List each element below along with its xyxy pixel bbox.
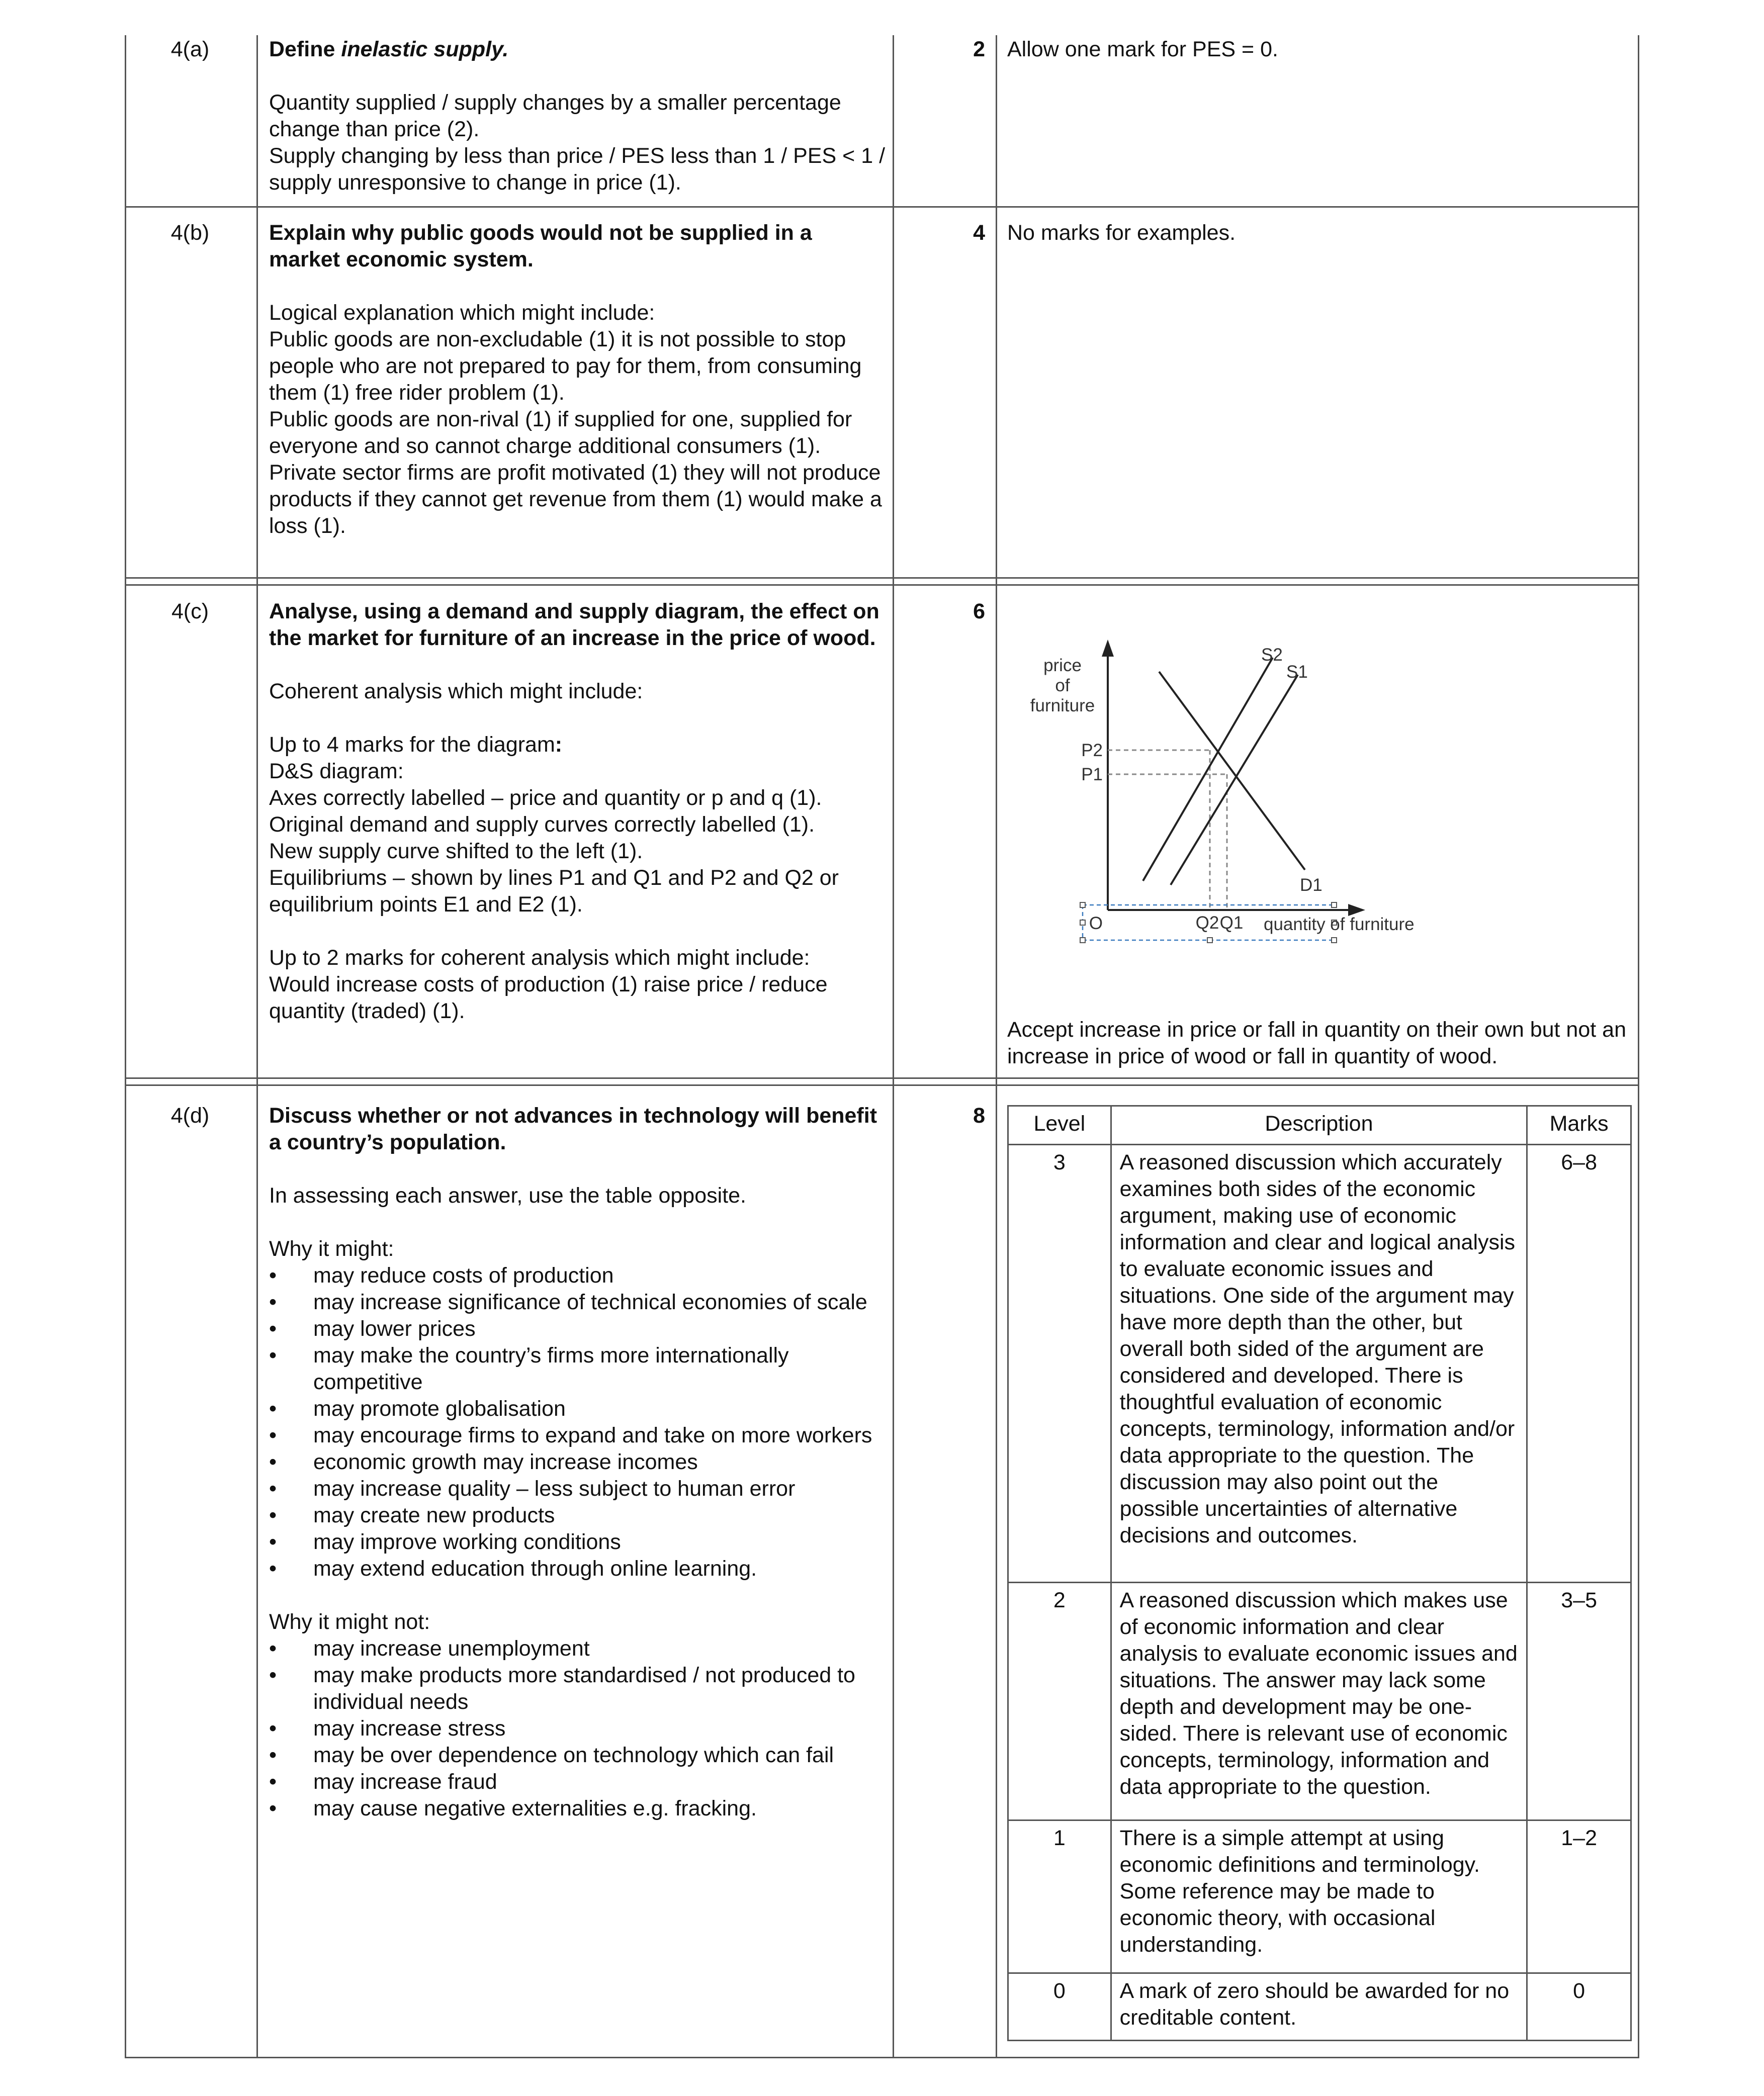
list-item: • may lower prices xyxy=(269,1316,888,1342)
heading-text: Up to 4 marks for the diagram xyxy=(269,733,555,757)
marks-cell: 1–2 xyxy=(1527,1820,1631,1973)
s2-curve xyxy=(1143,658,1273,881)
answer-line: Quantity supplied / supply changes by a smaller percentage change than price (2). xyxy=(269,90,841,141)
marks-header: Marks xyxy=(1527,1106,1631,1145)
question-prompt: Analyse, using a demand and supply diagram, the effect on the market for furniture of an increase in the price of wood. xyxy=(269,599,879,650)
answer-line: Axes correctly labelled – price and quantity or p and q (1). xyxy=(269,786,822,810)
y-axis-label: price xyxy=(1043,656,1082,675)
p2-label: P2 xyxy=(1081,741,1103,760)
marks-cell: 6–8 xyxy=(1527,1145,1631,1583)
answer-line: New supply curve shifted to the left (1). xyxy=(269,839,643,863)
p1-label: P1 xyxy=(1081,765,1103,784)
description-cell: A reasoned discussion which makes use of economic information and clear analysis to evaluate economic issues and situations. The answer may lack some depth and development may be one-sided. There is relevant use of economic concepts, terminology, information and data appropriate to the question. xyxy=(1111,1582,1527,1820)
selection-handle xyxy=(1332,902,1337,907)
row-divider xyxy=(125,584,1639,586)
table-row xyxy=(1008,1582,1631,1820)
y-axis-arrow xyxy=(1102,640,1114,657)
question-4b-content xyxy=(269,220,888,539)
row-divider xyxy=(125,206,1639,208)
table-row xyxy=(1008,1145,1631,1583)
answer-line: Supply changing by less than price / PES less than 1 / PES < 1 / supply unresponsive to change in price (1). xyxy=(269,144,886,195)
answer-line: D&S diagram: xyxy=(269,759,404,783)
question-4a-content xyxy=(269,36,888,196)
table-header-row xyxy=(1008,1106,1631,1145)
y-axis-label: of xyxy=(1055,676,1070,695)
level-header: Level xyxy=(1008,1106,1111,1145)
marks-value: 8 xyxy=(973,1104,985,1128)
selection-handle xyxy=(1332,938,1337,943)
list-item: • may increase unemployment xyxy=(269,1635,888,1662)
question-4d-content xyxy=(269,1103,888,1822)
s1-label: S1 xyxy=(1286,662,1308,682)
answer-intro: Coherent analysis which might include: xyxy=(269,679,643,703)
x-axis-label: quantity of furniture xyxy=(1264,915,1415,934)
answer-line: Would increase costs of production (1) raise price / reduce quantity (traded) (1). xyxy=(269,972,828,1023)
column-divider xyxy=(256,35,258,2058)
list-item: • may increase quality – less subject to human error xyxy=(269,1476,888,1502)
answer-line: Public goods are non-rival (1) if supplied for one, supplied for everyone and so cannot charge additional consumers (1). xyxy=(269,407,852,458)
guidance-text: No marks for examples. xyxy=(1007,221,1236,245)
heading-colon: : xyxy=(555,733,563,757)
level-cell: 3 xyxy=(1008,1145,1111,1583)
list-item: • may cause negative externalities e.g. fracking. xyxy=(269,1795,888,1822)
why-not-heading: Why it might not: xyxy=(269,1610,430,1634)
why-not-list xyxy=(269,1635,888,1822)
list-item: • may increase significance of technical economies of scale xyxy=(269,1289,888,1316)
table-row xyxy=(1008,1973,1631,2041)
list-item: • may make the country’s firms more internationally competitive xyxy=(269,1342,888,1396)
marks-value: 2 xyxy=(973,37,985,61)
description-cell: A mark of zero should be awarded for no creditable content. xyxy=(1111,1973,1527,2041)
demand-supply-diagram xyxy=(1007,628,1450,960)
question-number: 4(a) xyxy=(170,37,210,61)
row-divider xyxy=(125,1084,1639,1086)
question-number: 4(d) xyxy=(170,1104,210,1128)
answer-intro: Logical explanation which might include: xyxy=(269,301,655,325)
answer-line: Equilibriums – shown by lines P1 and Q1 and P2 and Q2 or equilibrium points E1 and E2 (1). xyxy=(269,866,839,917)
row-divider xyxy=(125,577,1639,579)
guidance-text: Allow one mark for PES = 0. xyxy=(1007,37,1278,61)
prompt-italic-term: inelastic supply. xyxy=(341,37,509,61)
table-row xyxy=(1008,1820,1631,1973)
description-cell: There is a simple attempt at using economic definitions and terminology. Some reference may be made to economic theory, with occasional understanding. xyxy=(1111,1820,1527,1973)
marks-value: 4 xyxy=(973,221,985,245)
question-4c-content xyxy=(269,598,888,1025)
level-cell: 1 xyxy=(1008,1820,1111,1973)
q2-label: Q2 xyxy=(1195,913,1219,933)
why-list xyxy=(269,1262,888,1582)
origin-label: O xyxy=(1089,914,1103,933)
list-item: • economic growth may increase incomes xyxy=(269,1449,888,1476)
answer-line: Original demand and supply curves correctly labelled (1). xyxy=(269,812,815,837)
prompt-text: Define xyxy=(269,37,341,61)
list-item: • may create new products xyxy=(269,1502,888,1529)
s1-curve xyxy=(1171,675,1298,885)
list-item: • may extend education through online learning. xyxy=(269,1556,888,1582)
y-axis-label: furniture xyxy=(1030,696,1095,715)
d1-label: D1 xyxy=(1300,875,1322,895)
answer-instruction: In assessing each answer, use the table opposite. xyxy=(269,1183,747,1208)
column-divider xyxy=(996,35,997,2058)
description-cell: A reasoned discussion which accurately examines both sides of the economic argument, making use of economic information and clear and logical analysis to evaluate economic issues and situations. One side of the argument may have more depth than the other, but overall both sided of the argument are considered and developed. There is thoughtful evaluation of economic concepts, terminology, information and/or data appropriate to the question. The discussion may also point out the possible uncertainties of alternative decisions and outcomes. xyxy=(1111,1145,1527,1583)
description-header: Description xyxy=(1111,1106,1527,1145)
answer-line: Private sector firms are profit motivated (1) they will not produce products if they cannot get revenue from them (1) would make a loss (1). xyxy=(269,461,882,538)
level-descriptor-table xyxy=(1007,1105,1632,2041)
list-item: • may encourage firms to expand and take on more workers xyxy=(269,1422,888,1449)
answer-line: Public goods are non-excludable (1) it is not possible to stop people who are not prepared to pay for them, from consuming them (1) free rider problem (1). xyxy=(269,327,862,405)
question-number: 4(c) xyxy=(171,599,209,623)
diagram-marks-heading xyxy=(269,732,888,758)
list-item: • may make products more standardised / not produced to individual needs xyxy=(269,1662,888,1715)
row-divider xyxy=(125,1077,1639,1079)
column-divider xyxy=(893,35,894,2058)
why-heading: Why it might: xyxy=(269,1237,394,1261)
s2-label: S2 xyxy=(1261,645,1283,665)
list-item: • may improve working conditions xyxy=(269,1529,888,1556)
list-item: • may reduce costs of production xyxy=(269,1262,888,1289)
marks-value: 6 xyxy=(973,599,985,623)
question-prompt xyxy=(269,36,888,63)
list-item: • may increase fraud xyxy=(269,1769,888,1795)
marks-cell: 0 xyxy=(1527,1973,1631,2041)
question-number: 4(b) xyxy=(170,221,210,245)
question-prompt: Discuss whether or not advances in technology will benefit a country’s population. xyxy=(269,1104,877,1154)
selection-handle xyxy=(1080,938,1085,943)
list-item: • may be over dependence on technology which can fail xyxy=(269,1742,888,1769)
analysis-heading: Up to 2 marks for coherent analysis which might include: xyxy=(269,946,810,970)
selection-handle xyxy=(1080,902,1085,907)
marks-cell: 3–5 xyxy=(1527,1582,1631,1820)
selection-handle xyxy=(1080,920,1085,925)
selection-handle xyxy=(1207,938,1212,943)
q1-label: Q1 xyxy=(1219,913,1244,933)
guidance-text: Accept increase in price or fall in quantity on their own but not an increase in price of wood or fall in quantity of wood. xyxy=(1007,1018,1626,1068)
level-cell: 2 xyxy=(1008,1582,1111,1820)
question-prompt: Explain why public goods would not be supplied in a market economic system. xyxy=(269,221,812,271)
list-item: • may promote globalisation xyxy=(269,1396,888,1422)
level-cell: 0 xyxy=(1008,1973,1111,2041)
d1-curve xyxy=(1159,672,1305,870)
list-item: • may increase stress xyxy=(269,1715,888,1742)
